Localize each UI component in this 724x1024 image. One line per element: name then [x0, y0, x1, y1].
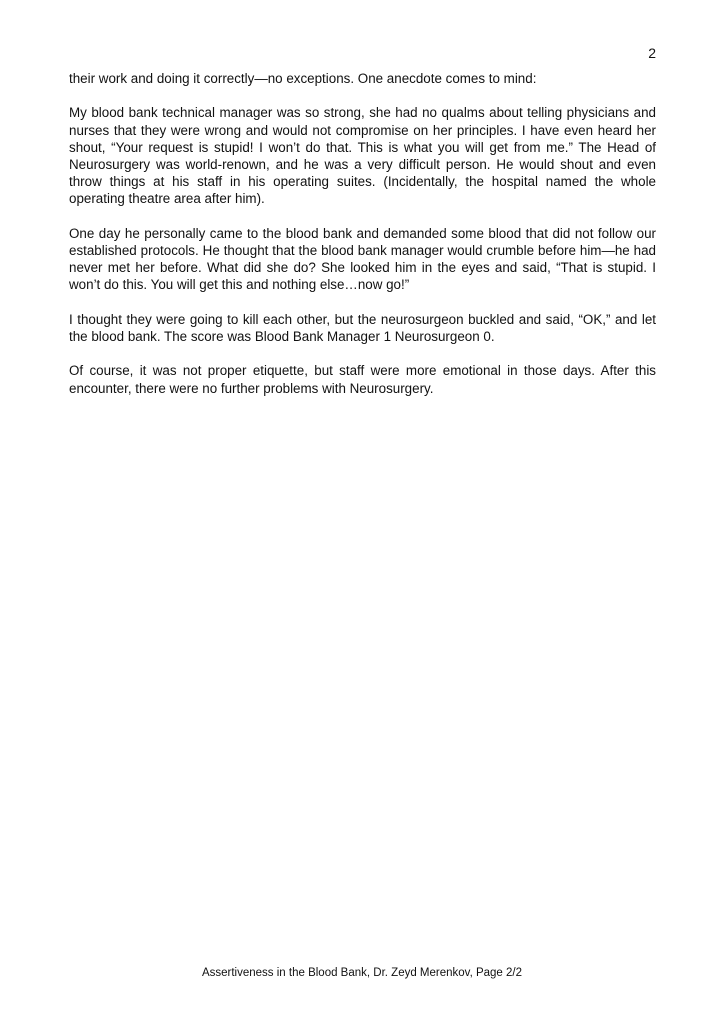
page-number: 2: [648, 45, 656, 61]
paragraph-neurosurgeon-visit: One day he personally came to the blood bank and demanded some blood that did not follow our established protocols. He thought that the blood bank manager would crumble before him—he had never met her before. What did she do? She looked him in the eyes and said, “That is stupid. I won’t do this. You will get this and nothing else…now go!”: [69, 225, 656, 293]
paragraph-continuation: their work and doing it correctly—no exceptions. One anecdote comes to mind:: [69, 71, 537, 86]
page-footer: Assertiveness in the Blood Bank, Dr. Zeyd Merenkov, Page 2/2: [201, 967, 523, 979]
body-text: [69, 70, 656, 414]
paragraph-conclusion: Of course, it was not proper etiquette, but staff were more emotional in those days. After this encounter, there were no further problems with Neurosurgery.: [69, 363, 656, 396]
paragraph-outcome: I thought they were going to kill each other, but the neurosurgeon buckled and said, “OK,” and let the blood bank. The score was Blood Bank Manager 1 Neurosurgeon 0.: [69, 311, 656, 344]
paragraph-technical-manager: My blood bank technical manager was so strong, she had no qualms about telling physicians and nurses that they were wrong and would not compromise on her principles. I have even heard her shout, “Your request is stupid! I won’t do that. This is what you will get from me.” The Head of Neurosurgery was world-renown, and he was a very difficult person. He would shout and even throw things at his staff in his operating suites. (Incidentally, the hospital named the whole operating theatre area after him).: [69, 105, 656, 207]
